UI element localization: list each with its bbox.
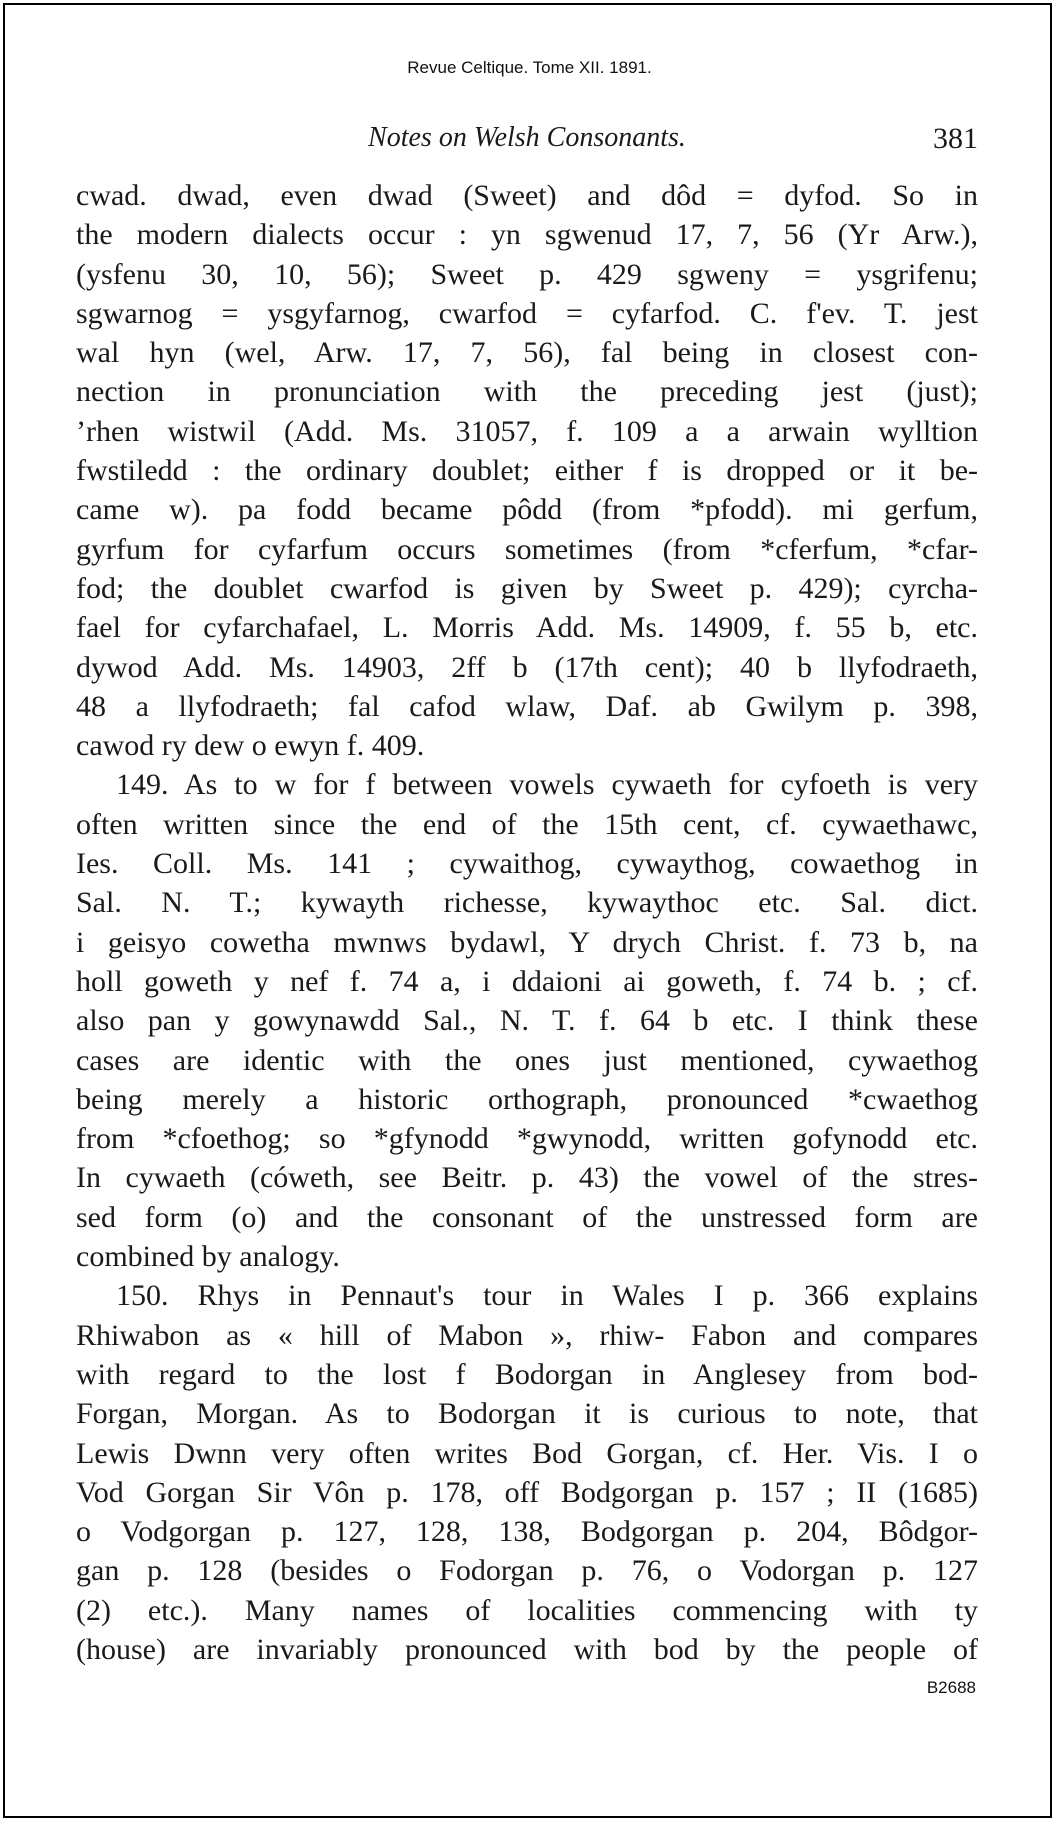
- text-line: Ies. Coll. Ms. 141 ; cywaithog, cywaythog, cowaethog in: [76, 847, 978, 881]
- text-line: (2) etc.). Many names of localities commencing with ty: [76, 1593, 978, 1627]
- text-line: Rhiwabon as « hill of Mabon », rhiw- Fabon and compares: [76, 1318, 978, 1352]
- text-line: sgwarnog = ysgyfarnog, cwarfod = cyfarfod. C. f'ev. T. jest: [76, 296, 978, 330]
- text-line: Lewis Dwnn very often writes Bod Gorgan, cf. Her. Vis. I o: [76, 1436, 978, 1470]
- text-line: fwstiledd : the ordinary doublet; either f is dropped or it be-: [76, 454, 978, 488]
- text-line: Forgan, Morgan. As to Bodorgan it is curious to note, that: [76, 1397, 978, 1431]
- text-line: gyrfum for cyfarfum occurs sometimes (from *cferfum, *cfar-: [76, 532, 978, 566]
- text-line: came w). pa fodd became pôdd (from *pfodd). mi gerfum,: [76, 493, 978, 527]
- text-line: combined by analogy.: [76, 1240, 340, 1274]
- paragraph-149-start: 149. As to w for f between vowels cywaeth for cyfoeth is very: [116, 768, 978, 802]
- text-line: often written since the end of the 15th cent, cf. cywaethawc,: [76, 807, 978, 841]
- text-line: nection in pronunciation with the preceding jest (just);: [76, 375, 978, 409]
- body-text: [76, 176, 978, 1669]
- text-line: wal hyn (wel, Arw. 17, 7, 56), fal being in closest con-: [76, 336, 978, 370]
- paragraph-150-start: 150. Rhys in Pennaut's tour in Wales I p. 366 explains: [116, 1279, 978, 1313]
- text-line: (ysfenu 30, 10, 56); Sweet p. 429 sgweny = ysgrifenu;: [76, 257, 978, 291]
- text-line: being merely a historic orthograph, pronounced *cwaethog: [76, 1082, 978, 1116]
- text-line: with regard to the lost f Bodorgan in Anglesey from bod-: [76, 1357, 978, 1391]
- text-line: cases are identic with the ones just mentioned, cywaethog: [76, 1043, 978, 1077]
- text-line: o Vodgorgan p. 127, 128, 138, Bodgorgan p. 204, Bôdgor-: [76, 1515, 978, 1549]
- text-line: the modern dialects occur : yn sgwenud 17, 7, 56 (Yr Arw.),: [76, 218, 978, 252]
- text-line: 48 a llyfodraeth; fal cafod wlaw, Daf. ab Gwilym p. 398,: [76, 689, 978, 723]
- text-line: ’rhen wistwil (Add. Ms. 31057, f. 109 a a arwain wylltion: [76, 414, 978, 448]
- running-title: Notes on Welsh Consonants.: [368, 122, 686, 153]
- text-line: (house) are invariably pronounced with bod by the people of: [76, 1632, 978, 1666]
- text-line: fod; the doublet cwarfod is given by Sweet p. 429); cyrcha-: [76, 571, 978, 605]
- text-line: Vod Gorgan Sir Vôn p. 178, off Bodgorgan p. 157 ; II (1685): [76, 1475, 978, 1509]
- text-line: sed form (o) and the consonant of the unstressed form are: [76, 1200, 978, 1234]
- text-line: cawod ry dew o ewyn f. 409.: [76, 729, 425, 763]
- document-id: B2688: [926, 1678, 976, 1697]
- text-line: from *cfoethog; so *gfynodd *gwynodd, written gofynodd etc.: [76, 1122, 978, 1156]
- text-line: dywod Add. Ms. 14903, 2ff b (17th cent); 40 b llyfodraeth,: [76, 650, 978, 684]
- page-number: 381: [933, 122, 978, 155]
- text-line: fael for cyfarchafael, L. Morris Add. Ms. 14909, f. 55 b, etc.: [76, 611, 978, 645]
- text-line: i geisyo cowetha mwnws bydawl, Y drych Christ. f. 73 b, na: [76, 925, 978, 959]
- source-citation: Revue Celtique. Tome XII. 1891.: [407, 58, 652, 77]
- text-line: holl goweth y nef f. 74 a, i ddaioni ai goweth, f. 74 b. ; cf.: [76, 964, 978, 998]
- text-line: gan p. 128 (besides o Fodorgan p. 76, o Vodorgan p. 127: [76, 1554, 978, 1588]
- text-line: also pan y gowynawdd Sal., N. T. f. 64 b etc. I think these: [76, 1004, 978, 1038]
- page-header: [76, 122, 978, 162]
- text-line: In cywaeth (cóweth, see Beitr. p. 43) the vowel of the stres-: [76, 1161, 978, 1195]
- text-line: Sal. N. T.; kywayth richesse, kywaythoc etc. Sal. dict.: [76, 886, 978, 920]
- text-line: cwad. dwad, even dwad (Sweet) and dôd = dyfod. So in: [76, 179, 978, 212]
